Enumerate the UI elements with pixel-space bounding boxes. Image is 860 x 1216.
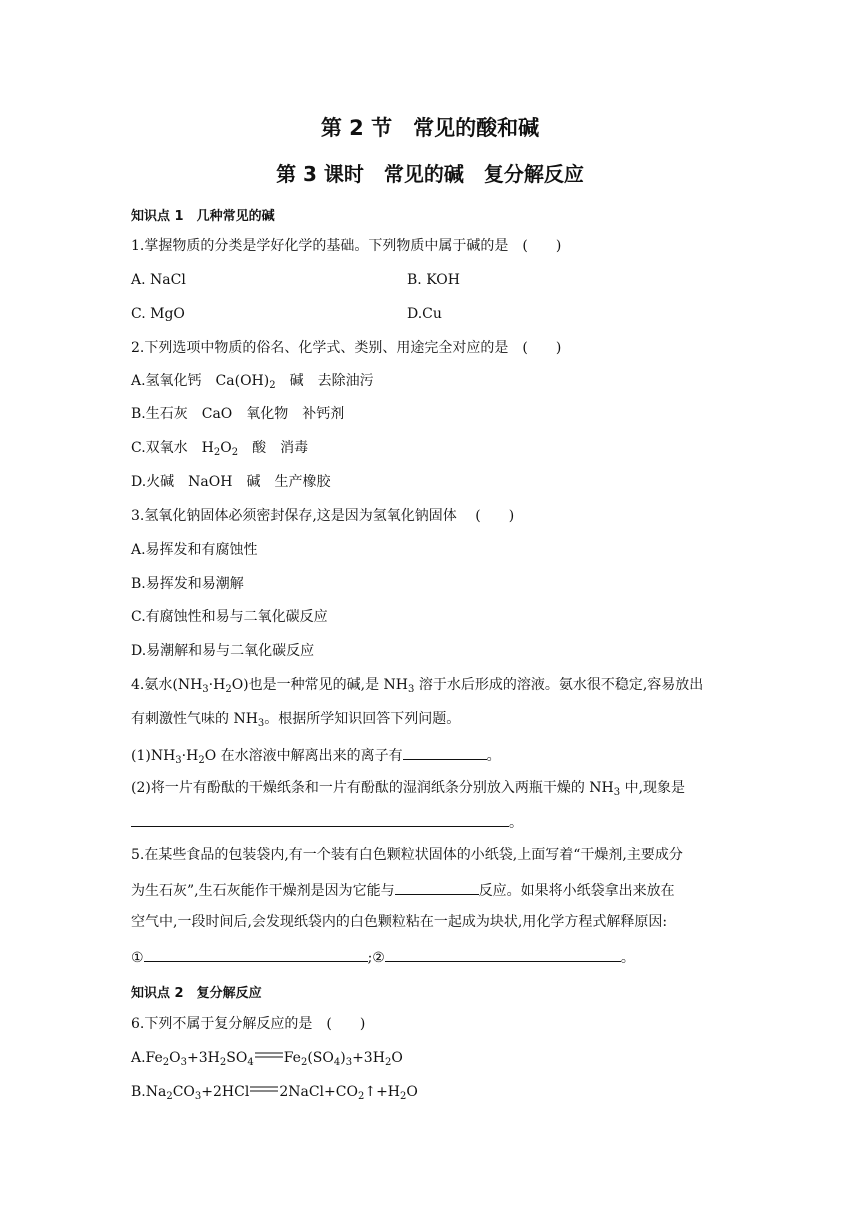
q4-stem-line1: 4.氨水$(NH_3\cdot H_2O)$也是一种常见的碱,是 $NH_3$ 溶于水后形成的溶液。氨水很不稳定,容易放出	[131, 677, 704, 695]
q5-stem-line1: 5.在某些食品的包装袋内,有一个装有白色颗粒状固体的小纸袋,上面写着“干燥剂,主要成分	[131, 847, 683, 863]
q4-stem-line2: 有刺激性气味的 $NH_3$。根据所学知识回答下列问题。	[131, 711, 461, 729]
q3-option-d: D.易潮解和易与二氧化碳反应	[131, 643, 315, 659]
page-title: 第 2 节 常见的酸和碱	[320, 116, 540, 140]
page-subtitle: 第 3 课时 常见的碱 复分解反应	[276, 162, 584, 186]
q4-sub2: (2)将一片有酚酞的干燥纸条和一片有酚酞的湿润纸条分别放入两瓶干燥的 $NH_3$ 中,现象是	[131, 780, 686, 798]
q2-option-c: C.双氧水 $H_2O_2$ 酸 消毒	[131, 440, 309, 458]
q6-stem: 6.下列不属于复分解反应的是 ( )	[131, 1016, 366, 1032]
q2-stem: 2.下列选项中物质的俗名、化学式、类别、用途完全对应的是 ( )	[131, 340, 562, 356]
q4-sub1-blank[interactable]	[403, 745, 487, 760]
q4-sub2-blank[interactable]	[131, 812, 509, 827]
equals-arrow-icon	[249, 1084, 279, 1094]
q6-option-a: $A.Fe_2O_3+3H_2SO_4$ $Fe_2(SO_4)_3+3H_2O$	[131, 1050, 403, 1068]
q5-blank-3[interactable]	[385, 947, 621, 962]
q2-option-a: A.氢氧化钙 $Ca(OH)_2$ 碱 去除油污	[131, 373, 374, 391]
equals-arrow-icon	[254, 1050, 284, 1060]
q2-option-d: D.火碱 NaOH 碱 生产橡胶	[131, 474, 331, 490]
q5-stem-line3: 空气中,一段时间后,会发现纸袋内的白色颗粒粘在一起成为块状,用化学方程式解释原因:	[131, 914, 668, 930]
q4-sub2-answer-line: 。	[131, 812, 523, 832]
q3-option-a: A.易挥发和有腐蚀性	[131, 542, 258, 558]
q1-option-c: C. MgO	[131, 306, 185, 322]
q1-option-b: B. KOH	[407, 272, 460, 288]
section-heading-2: 知识点 2 复分解反应	[131, 986, 262, 1001]
q1-option-a: A. NaCl	[131, 272, 186, 288]
q3-stem: 3.氢氧化钠固体必须密封保存,这是因为氢氧化钠固体 ( )	[131, 508, 515, 524]
section-heading-1: 知识点 1 几种常见的碱	[131, 209, 275, 224]
q1-option-d: D.Cu	[407, 306, 442, 322]
q5-blank-1[interactable]	[395, 880, 479, 895]
q6-option-b: $B.Na_2CO_3+2HCl$ $2NaCl+CO_2↑+H_2O$	[131, 1084, 418, 1102]
q5-stem-line2: 为生石灰”,生石灰能作干燥剂是因为它能与 反应。如果将小纸袋拿出来放在	[131, 880, 675, 900]
q3-option-b: B.易挥发和易潮解	[131, 576, 244, 592]
q2-option-b: B.生石灰 CaO 氧化物 补钙剂	[131, 406, 345, 422]
q3-option-c: C.有腐蚀性和易与二氧化碳反应	[131, 609, 328, 625]
q5-blank-2[interactable]	[144, 947, 368, 962]
q4-sub1: $(1)NH_3\cdot H_2O$ 在水溶液中解离出来的离子有 。	[131, 745, 501, 765]
q5-answer-line: ① ;② 。	[131, 947, 635, 967]
q1-stem: 1.掌握物质的分类是学好化学的基础。下列物质中属于碱的是 ( )	[131, 238, 562, 254]
